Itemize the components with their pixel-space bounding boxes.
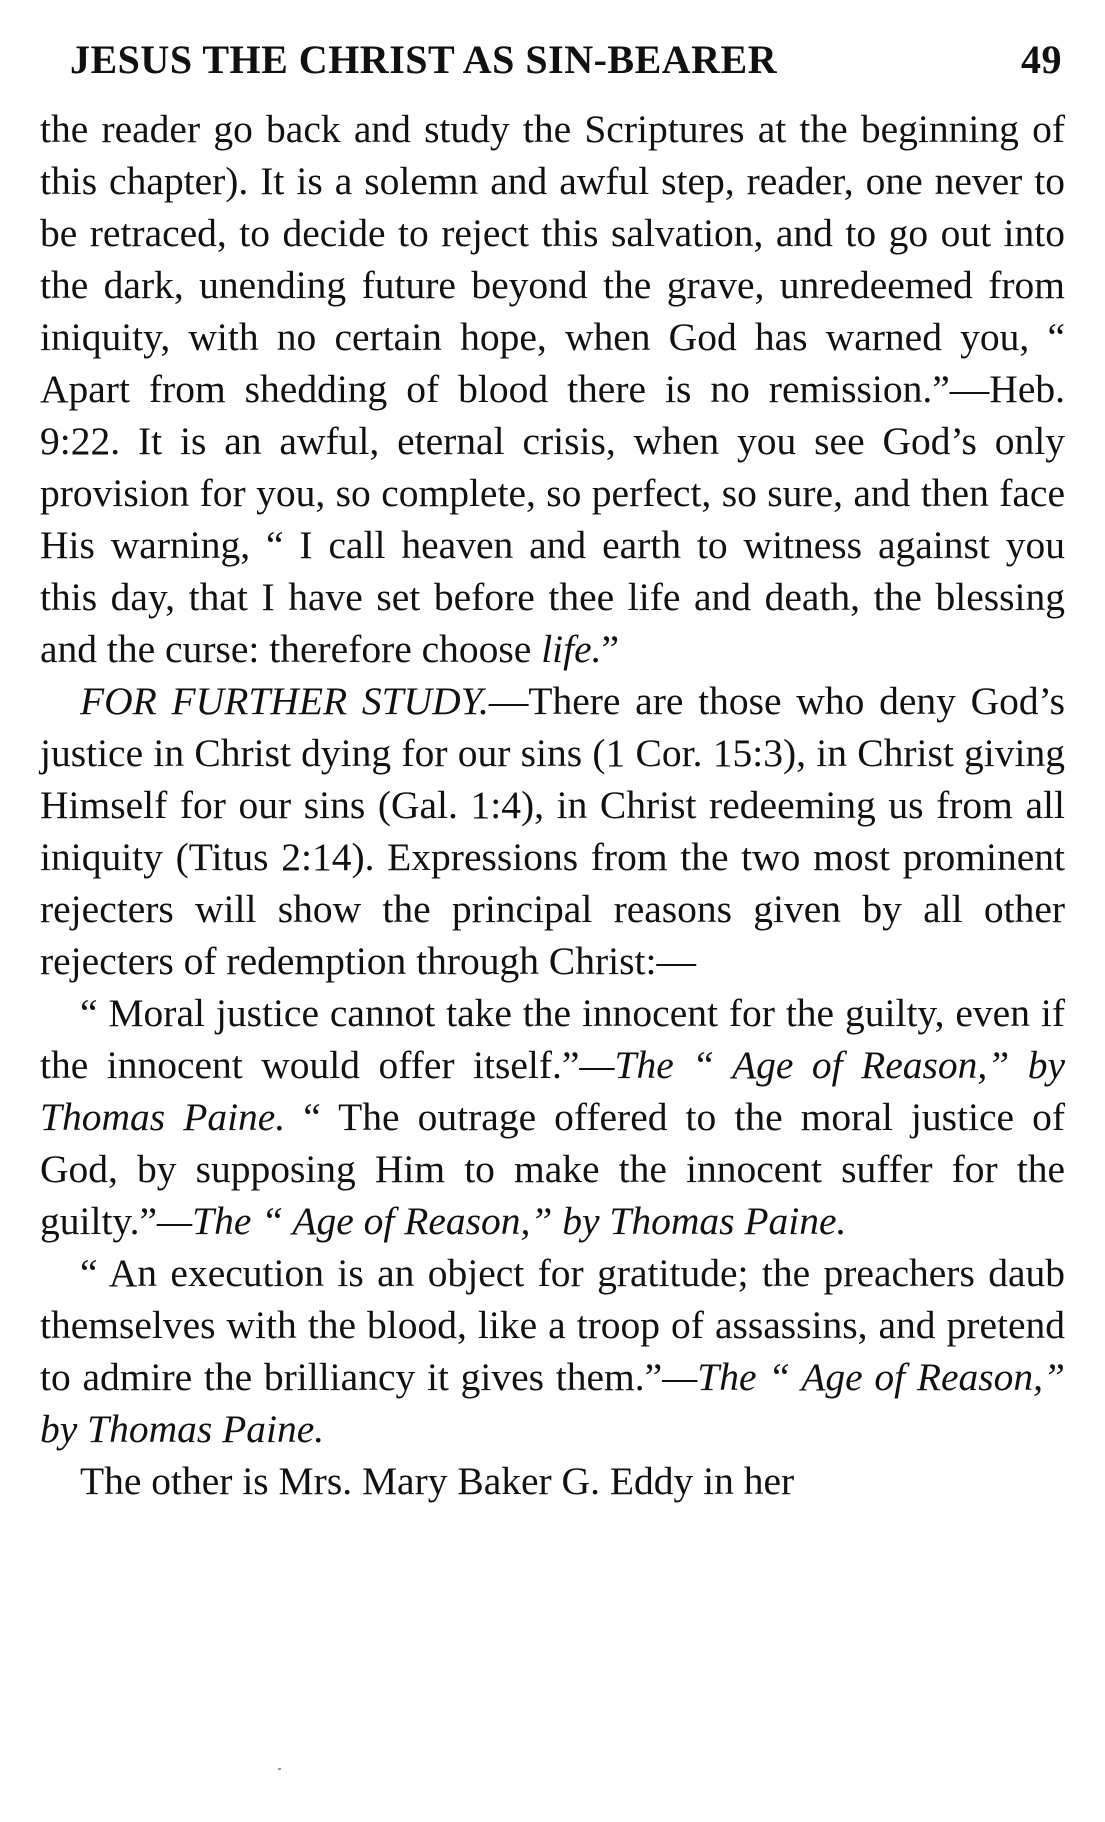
paine-citation-1: —The “ Age of Reason,” by Thomas Paine. bbox=[40, 1043, 1065, 1139]
paragraph-1-text: the reader go back and study the Scriptures at the beginning of this chapter). It is a solemn and awful step, reader, one never to be retraced, to decide to reject this salvation, and to go out into the dark, unending future beyond the grave, unredeemed from iniquity, with no certain hope, when God has warned you, “ Apart from shedding of blood there is no remission.”—Heb. 9:22. It is an awful, eternal crisis, when you see God’s only provision for you, so complete, so perfect, so sure, and then face His warning, “ I call heaven and earth to witness against you this day, that I have set before thee life and death, the blessing and the curse: therefore choose bbox=[40, 107, 1065, 671]
paragraph-paine-quote-2 bbox=[40, 1247, 1065, 1455]
paragraph-eddy-intro bbox=[40, 1455, 1065, 1507]
paine-quote-1-text: “ Moral justice cannot take the innocent for the guilty, even if the innocent would offer itself.” bbox=[40, 991, 1065, 1087]
paine-citation-2: —The “ Age of Reason,” by Thomas Paine. bbox=[157, 1199, 847, 1243]
further-study-heading: FOR FURTHER STUDY. bbox=[80, 679, 489, 723]
paragraph-further-study bbox=[40, 675, 1065, 987]
paine-quote-3-text: “ An execution is an object for gratitude; the preachers daub themselves with the blood, like a troop of assassins, and pretend to admire the brilliancy it gives them.” bbox=[40, 1251, 1065, 1399]
eddy-intro-text: The other is Mrs. Mary Baker G. Eddy in her bbox=[80, 1459, 795, 1503]
paine-quote-2-text: “ The outrage offered to the moral justice of God, by supposing Him to make the innocent suffer for the guilty.” bbox=[40, 1095, 1065, 1243]
page-number: 49 bbox=[1021, 37, 1062, 82]
book-page bbox=[40, 36, 1065, 1796]
paine-citation-3: —The “ Age of Reason,” by Thomas Paine. bbox=[40, 1355, 1065, 1451]
running-head bbox=[40, 36, 1065, 83]
body-text bbox=[40, 103, 1065, 1507]
paragraph-1-close-quote: ” bbox=[601, 627, 620, 671]
paragraph-paine-quote-1 bbox=[40, 987, 1065, 1247]
paragraph-1 bbox=[40, 103, 1065, 675]
print-speck bbox=[278, 1768, 281, 1770]
paragraph-1-italic: life. bbox=[541, 627, 602, 671]
further-study-text: —There are those who deny God’s justice in Christ dying for our sins (1 Cor. 15:3), in Christ giving Himself for our sins (Gal. 1:4), in Christ redeeming us from all iniquity (Titus 2:14). Expressions from the two most prominent rejecters will show the principal reasons given by all other rejecters of redemption through Christ:— bbox=[40, 679, 1065, 983]
chapter-title: JESUS THE CHRIST AS SIN-BEARER bbox=[70, 37, 778, 82]
